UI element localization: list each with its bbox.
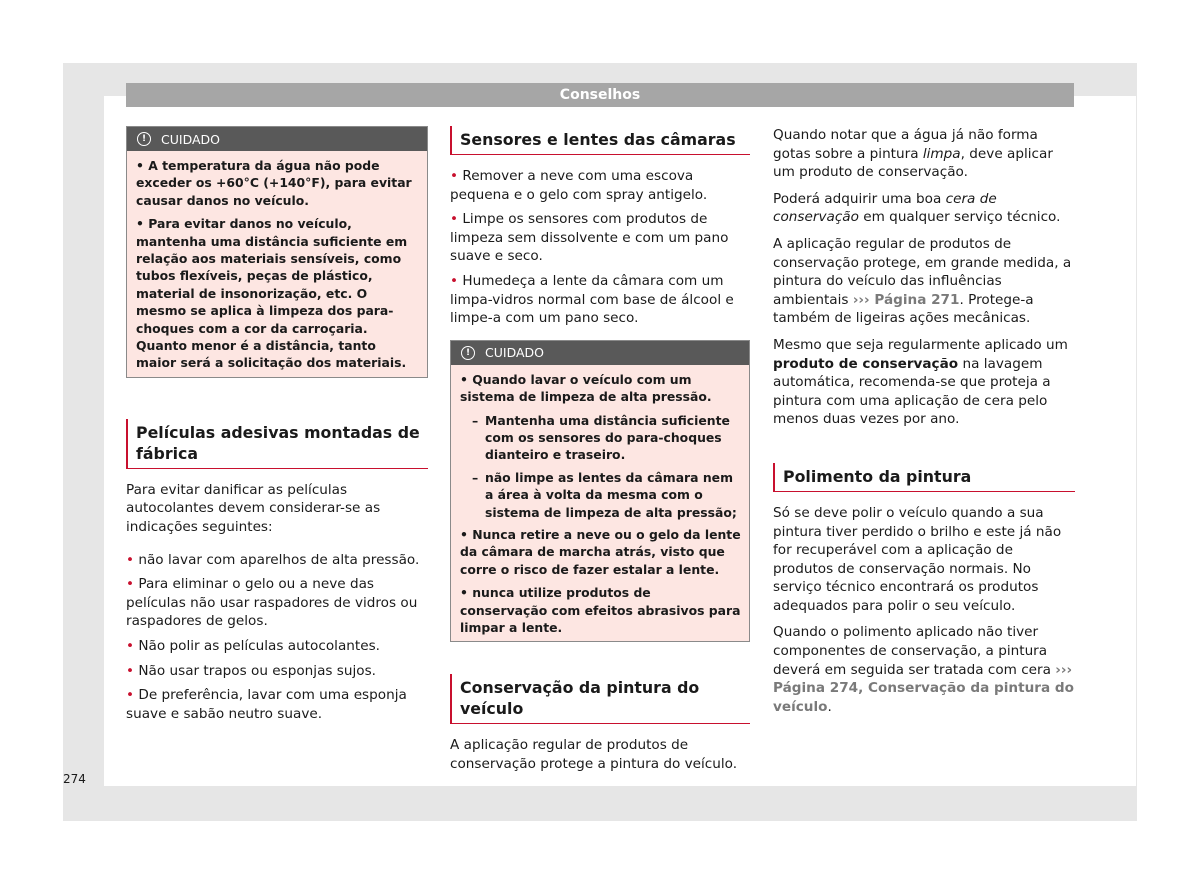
column-2 (450, 126, 750, 782)
list-item: • Não usar trapos ou esponjas sujos. (126, 662, 376, 679)
caution-box (450, 340, 750, 643)
list-item: • De preferência, lavar com uma esponja suave e sabão neutro suave. (126, 687, 407, 722)
caution-box (126, 126, 428, 378)
section-heading: Polimento da pintura (773, 463, 1075, 492)
caution-item: • Quando lavar o veículo com um sistema de limpeza de alta pressão. (460, 371, 712, 405)
paragraph: A aplicação regular de produtos de conservação protege, em grande medida, a pintura do veículo das influências ambientais ››› Página 271. Protege-a também de ligeiras ações mecânicas. (773, 235, 1072, 327)
list-item: • não lavar com aparelhos de alta pressão. (126, 551, 420, 568)
warning-icon: ! (137, 132, 151, 146)
section-heading: Sensores e lentes das câmaras (450, 126, 750, 155)
paragraph: Mesmo que seja regularmente aplicado um produto de conservação na lavagem automática, recomenda-se que proteja a pintura com uma aplicação de cera pelo menos duas vezes por ano. (773, 336, 1068, 428)
section-heading: Conservação da pintura do veículo (450, 674, 750, 724)
page-link[interactable]: ››› Página 274, Conservação da pintura do veículo (773, 661, 1074, 715)
paragraph: Para evitar danificar as películas autocolantes devem considerar-se as indicações seguintes: (126, 481, 381, 536)
list-item: • Remover a neve com uma escova pequena e o gelo com spray antigelo. (450, 168, 708, 203)
warning-icon: ! (461, 346, 475, 360)
caution-label: CUIDADO (161, 131, 220, 147)
caution-body (127, 151, 427, 377)
caution-subitem: – Mantenha uma distância suficiente com os sensores do para-choques dianteiro e traseiro. (472, 412, 730, 463)
caution-subitem: – não limpe as lentes da câmara nem a área à volta da mesma com o sistema de limpeza de alta pressão; (472, 469, 737, 520)
paragraph: Poderá adquirir uma boa cera de conservação em qualquer serviço técnico. (773, 190, 1061, 226)
caution-header (127, 127, 427, 151)
column-1 (126, 126, 428, 729)
caution-label: CUIDADO (485, 345, 544, 361)
list-item: • Limpe os sensores com produtos de limpeza sem dissolvente e com um pano suave e seco. (450, 211, 729, 265)
paragraph: Só se deve polir o veículo quando a sua pintura tiver perdido o brilho e este já não for recuperável com a aplicação de produtos de conservação normais. No serviço técnico encontrará os produtos adequados para polir o seu veículo. (773, 504, 1062, 614)
caution-item: • Para evitar danos no veículo, mantenha uma distância suficiente em relação aos materiais sensíveis, como tubos flexíveis, peças de plástico, material de insonorização, etc. O mesmo se aplica à limpeza dos para-choques com a cor da carroçaria. Quanto menor é a distância, tanto maior será a solicitação dos materiais. (136, 216, 408, 371)
list-item: • Para eliminar o gelo ou a neve das películas não usar raspadores de vidros ou raspadores de gelos. (126, 576, 418, 630)
list-item: • Não polir as películas autocolantes. (126, 638, 380, 655)
caution-header (451, 341, 749, 365)
caution-item: • A temperatura da água não pode exceder os +60°C (+140°F), para evitar causar danos no veículo. (136, 158, 412, 208)
page-number: 274 (63, 772, 86, 786)
list-item: • Humedeça a lente da câmara com um limpa-vidros normal com base de álcool e limpe-a com um pano seco. (450, 272, 734, 327)
page-link[interactable]: ››› Página 271 (852, 291, 960, 308)
paragraph: A aplicação regular de produtos de conservação protege a pintura do veículo. (450, 737, 738, 773)
caution-item: • nunca utilize produtos de conservação com efeitos abrasivos para limpar a lente. (460, 585, 741, 636)
paragraph: Quando notar que a água já não forma gotas sobre a pintura limpa, deve aplicar um produto de conservação. (773, 127, 1053, 181)
column-3 (773, 126, 1075, 724)
caution-item: • Nunca retire a neve ou o gelo da lente da câmara de marcha atrás, visto que corre o risco de fazer estalar a lente. (460, 527, 741, 577)
section-banner: Conselhos (126, 83, 1074, 107)
caution-body (451, 365, 749, 642)
paragraph: Quando o polimento aplicado não tiver componentes de conservação, a pintura deverá em seguida ser tratada com cera ››› Página 274, Conservação da pintura do veículo. (773, 624, 1074, 715)
section-heading: Películas adesivas montadas de fábrica (126, 419, 428, 469)
